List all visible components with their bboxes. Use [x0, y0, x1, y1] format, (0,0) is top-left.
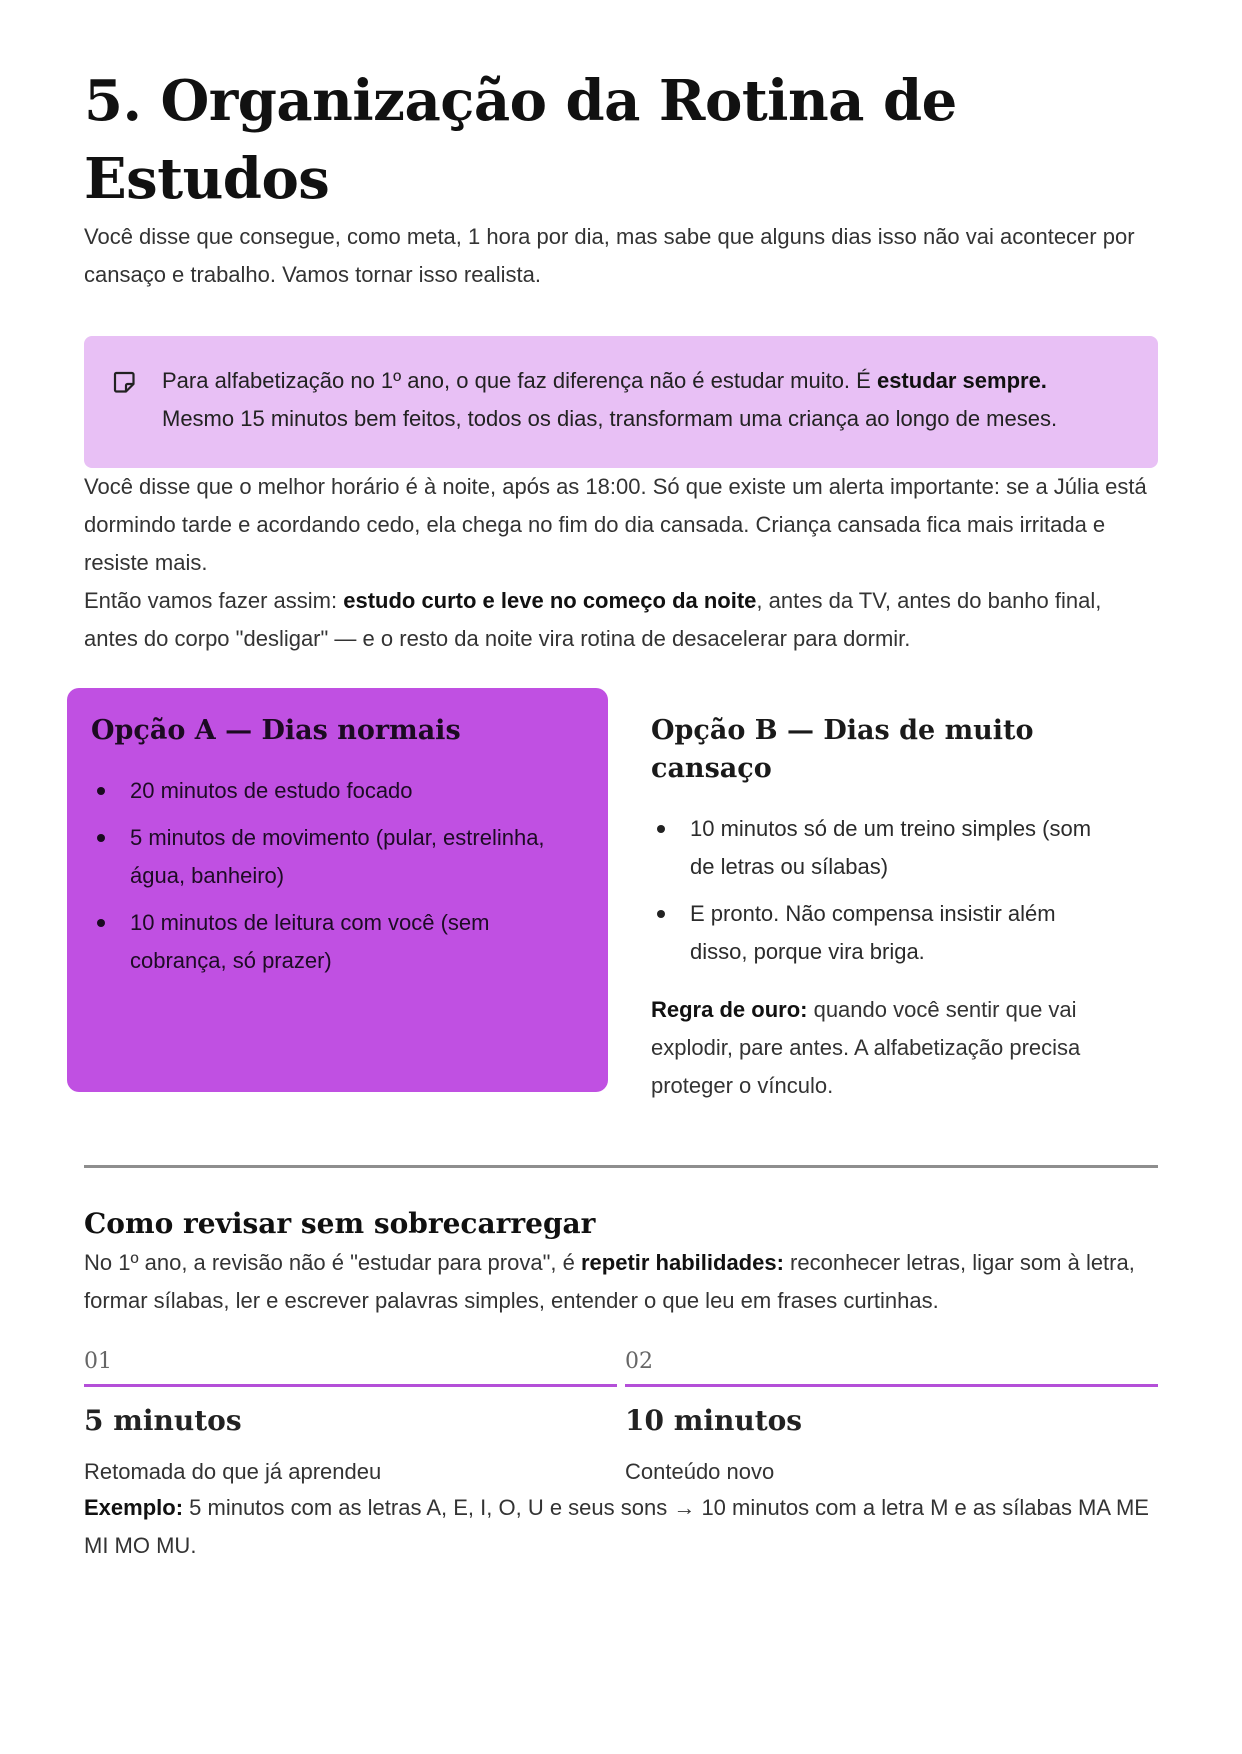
list-item: 5 minutos de movimento (pular, estrelinha, água, banheiro) — [91, 819, 584, 895]
step-number: 01 — [84, 1346, 617, 1387]
option-b-list — [651, 810, 1118, 971]
step-1 — [84, 1346, 617, 1489]
callout-emphasis: estudar sempre. — [876, 368, 1047, 393]
option-b-title: Opção B — Dias de muito cansaço — [651, 715, 1034, 784]
intro-paragraph: Você disse que consegue, como meta, 1 hora por dia, mas sabe que alguns dias isso não vai acontecer por cansaço e trabalho. Vamos tornar isso realista. — [84, 224, 1135, 287]
page-title: 5. Organização da Rotina de Estudos — [84, 68, 957, 212]
golden-rule-label: Regra de ouro: — [651, 997, 808, 1022]
schedule-paragraph: Você disse que o melhor horário é à noite, após as 18:00. Só que existe um alerta importante: se a Júlia está dormindo tarde e acordando cedo, ela chega no fim do dia cansada. Criança cansada fica mais irritada e resiste mais. — [84, 474, 1147, 575]
step-number: 02 — [625, 1346, 1158, 1387]
step-2 — [625, 1346, 1158, 1489]
golden-rule: Regra de ouro: quando você sentir que vai explodir, pare antes. A alfabetização precisa proteger o vínculo. — [651, 997, 1081, 1098]
step-description: Retomada do que já aprendeu — [84, 1459, 382, 1484]
review-emphasis: repetir habilidades: — [580, 1250, 784, 1275]
step-description: Conteúdo novo — [625, 1459, 775, 1484]
plan-paragraph: Então vamos fazer assim: estudo curto e leve no começo da noite, antes da TV, antes do banho final, antes do corpo "desligar" — e o resto da noite vira rotina de desacelerar para dormir. — [84, 588, 1102, 651]
list-item: E pronto. Não compensa insistir além disso, porque vira briga. — [651, 895, 1118, 971]
callout-text: Para alfabetização no 1º ano, o que faz diferença não é estudar muito. É estudar sempre. Mesmo 15 minutos bem feitos, todos os dias, transformam uma criança ao longo de meses. — [162, 368, 1058, 431]
step-title: 5 minutos — [84, 1404, 242, 1437]
step-title: 10 minutos — [625, 1404, 803, 1437]
review-paragraph: No 1º ano, a revisão não é "estudar para prova", é repetir habilidades: reconhecer letras, ligar som à letra, formar sílabas, ler e escrever palavras simples, entender o que leu em frases curtinhas. — [84, 1250, 1135, 1313]
option-b-card — [608, 688, 1118, 1127]
example-label: Exemplo: — [84, 1495, 184, 1520]
option-a-card — [67, 688, 608, 1092]
list-item: 20 minutos de estudo focado — [91, 772, 584, 810]
option-a-title: Opção A — Dias normais — [91, 715, 461, 746]
option-a-list — [91, 772, 584, 980]
example-paragraph: Exemplo: 5 minutos com as letras A, E, I, O, U e seus sons → 10 minutos com a letra M e as sílabas MA ME MI MO MU. — [84, 1495, 1149, 1558]
plan-emphasis: estudo curto e leve no começo da noite — [343, 588, 757, 613]
section-divider — [84, 1165, 1158, 1168]
list-item: 10 minutos de leitura com você (sem cobrança, só prazer) — [91, 904, 584, 980]
review-heading: Como revisar sem sobrecarregar — [84, 1207, 596, 1240]
steps-row — [84, 1346, 1158, 1489]
options-row — [67, 688, 1158, 1127]
sticky-note-icon — [112, 370, 136, 394]
list-item: 10 minutos só de um treino simples (som de letras ou sílabas) — [651, 810, 1118, 886]
callout-note — [84, 336, 1158, 468]
